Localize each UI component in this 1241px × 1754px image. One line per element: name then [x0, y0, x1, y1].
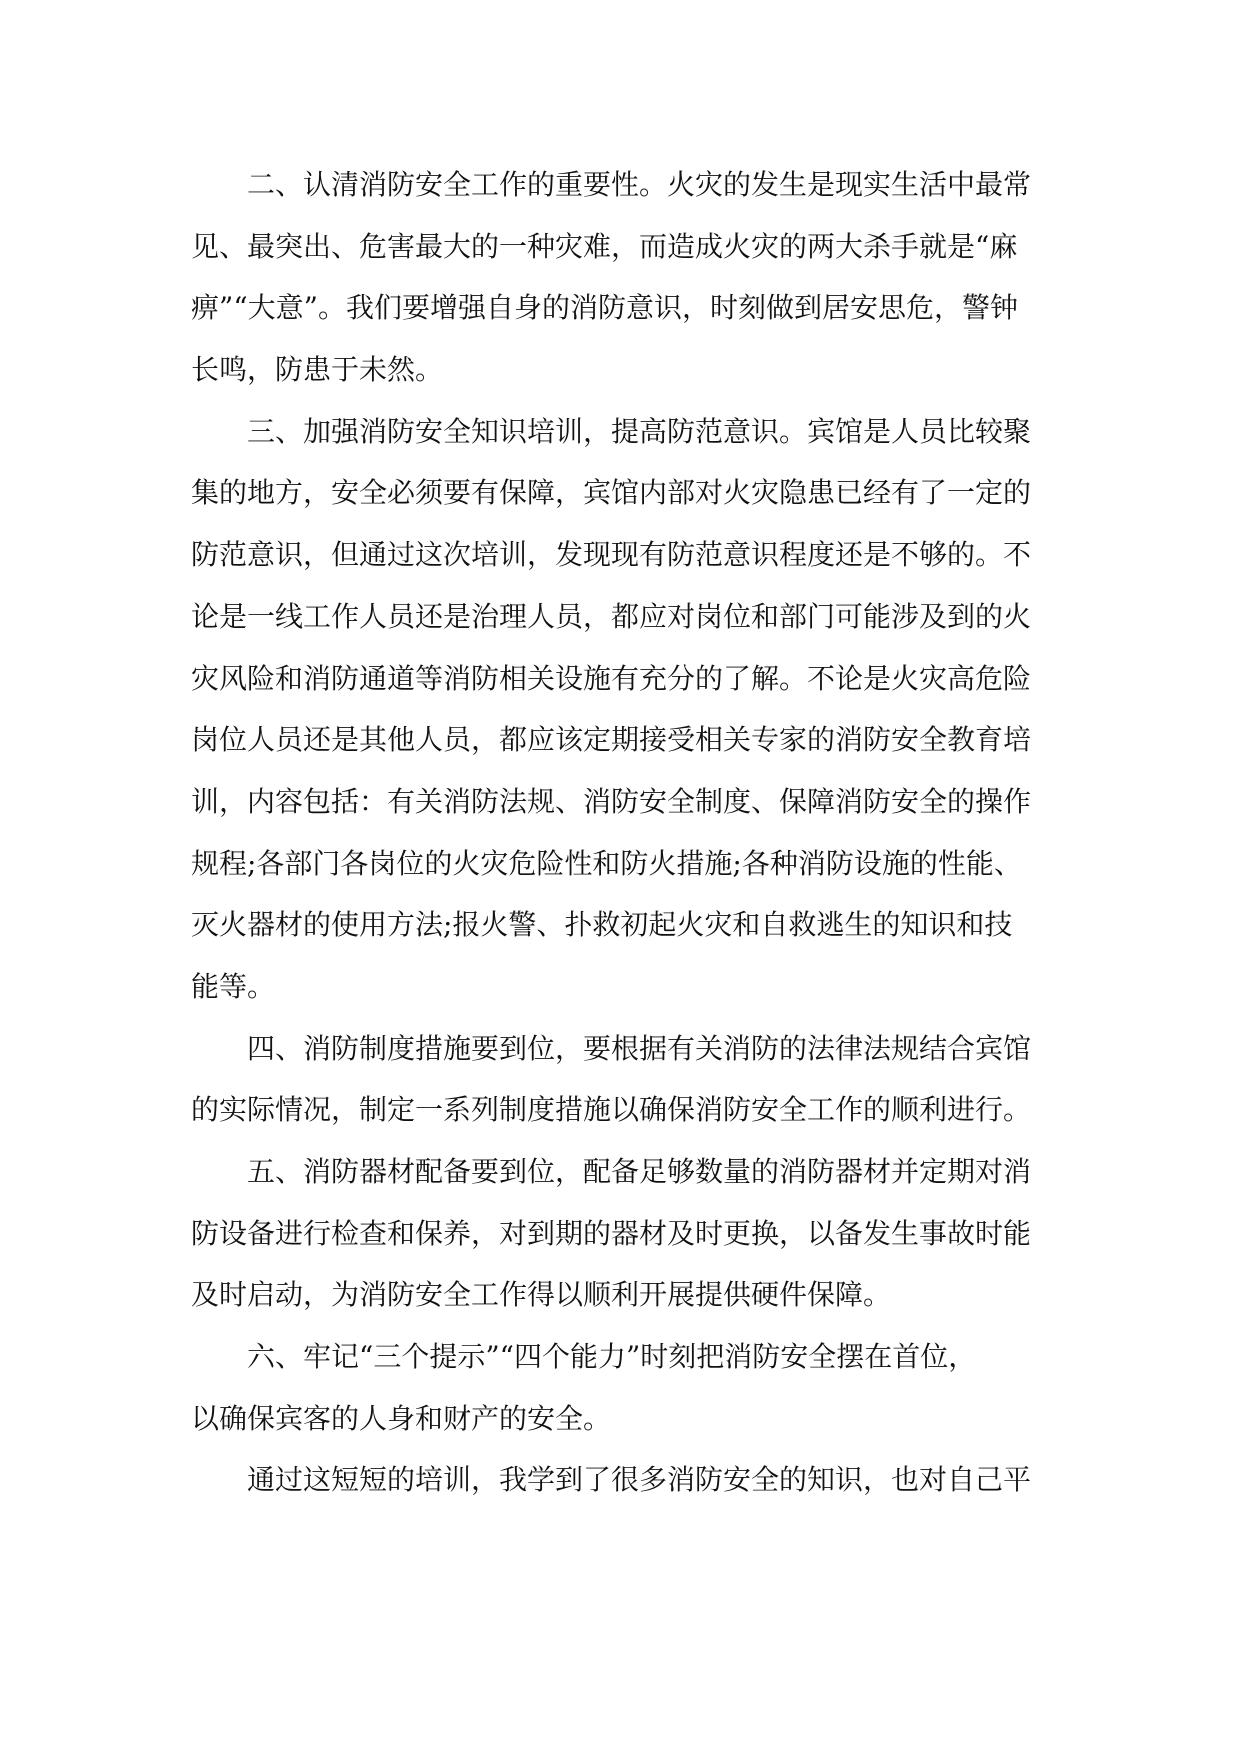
paragraph-2-line-4: 长鸣，防患于未然。 — [191, 353, 444, 387]
paragraph-3-line-7: 训，内容包括：有关消防法规、消防安全制度、保障消防安全的操作 — [191, 784, 1032, 818]
paragraph-3-line-10: 能等。 — [191, 969, 276, 1003]
paragraph-3-line-3: 防范意识，但通过这次培训，发现现有防范意识程度还是不够的。不 — [191, 538, 1032, 572]
paragraph-2-line-3: 痹”“大意”。我们要增强自身的消防意识，时刻做到居安思危，警钟 — [191, 291, 1018, 325]
paragraph-3-line-8: 规程;各部门各岗位的火灾危险性和防火措施;各种消防设施的性能、 — [191, 846, 1022, 880]
paragraph-2-line-2: 见、最突出、危害最大的一种灾难，而造成火灾的两大杀手就是“麻 — [191, 229, 1018, 263]
paragraph-6-line-2: 以确保宾客的人身和财产的安全。 — [191, 1401, 612, 1435]
paragraph-5-line-3: 及时启动，为消防安全工作得以顺利开展提供硬件保障。 — [191, 1278, 892, 1312]
paragraph-4-line-1: 四、消防制度措施要到位，要根据有关消防的法律法规结合宾馆 — [247, 1031, 1032, 1065]
paragraph-6-line-1: 六、牢记“三个提示”“四个能力”时刻把消防安全摆在首位， — [247, 1340, 977, 1374]
paragraph-3-line-1: 三、加强消防安全知识培训，提高防范意识。宾馆是人员比较聚 — [247, 414, 1032, 448]
paragraph-3-line-5: 灾风险和消防通道等消防相关设施有充分的了解。不论是火灾高危险 — [191, 661, 1032, 695]
paragraph-3-line-2: 集的地方，安全必须要有保障，宾馆内部对火灾隐患已经有了一定的 — [191, 476, 1032, 510]
paragraph-5-line-2: 防设备进行检查和保养，对到期的器材及时更换，以备发生事故时能 — [191, 1216, 1032, 1250]
paragraph-3-line-9: 灭火器材的使用方法;报火警、扑救初起火灾和自救逃生的知识和技 — [191, 908, 1013, 942]
paragraph-4-line-2: 的实际情况，制定一系列制度措施以确保消防安全工作的顺利进行。 — [191, 1093, 1032, 1127]
paragraph-7-line-1: 通过这短短的培训，我学到了很多消防安全的知识，也对自己平 — [247, 1463, 1032, 1497]
paragraph-2-line-1: 二、认清消防安全工作的重要性。火灾的发生是现实生活中最常 — [247, 168, 1032, 201]
document-body — [191, 154, 1061, 1511]
paragraph-3-line-6: 岗位人员还是其他人员，都应该定期接受相关专家的消防安全教育培 — [191, 723, 1032, 757]
paragraph-5-line-1: 五、消防器材配备要到位，配备足够数量的消防器材并定期对消 — [247, 1155, 1032, 1188]
paragraph-3-line-4: 论是一线工作人员还是治理人员，都应对岗位和部门可能涉及到的火 — [191, 599, 1032, 633]
